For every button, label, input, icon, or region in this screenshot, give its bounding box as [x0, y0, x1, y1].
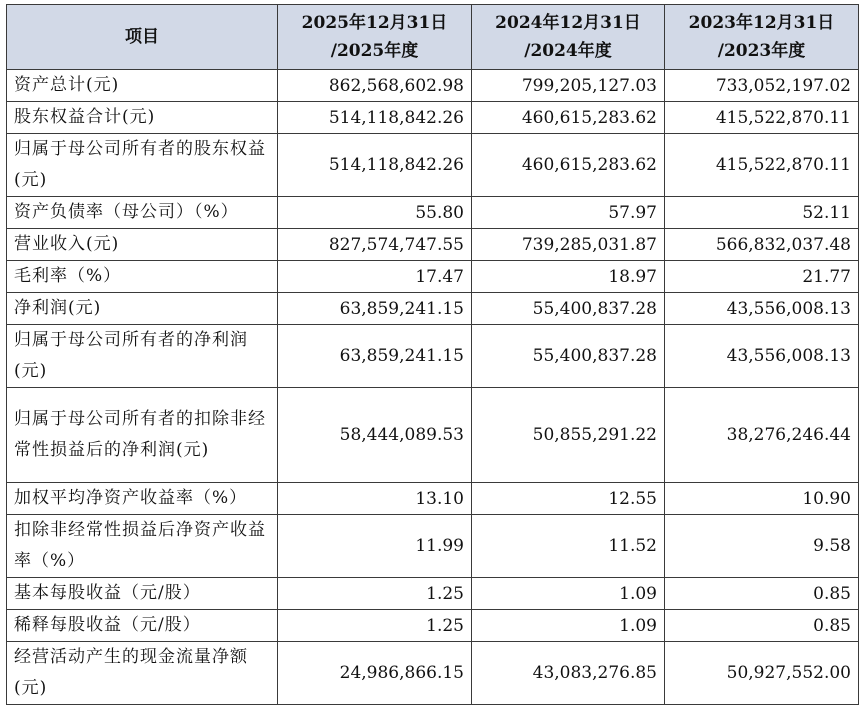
header-2025-line2: /2025年度: [330, 41, 419, 61]
row-label: 资产负债率（母公司）（%）: [7, 197, 278, 229]
value-2025: 514,118,842.26: [278, 102, 472, 134]
row-label: 扣除非经常性损益后净资产收益率（%）: [7, 515, 278, 578]
table-row: [7, 325, 859, 388]
value-2023: 38,276,246.44: [665, 388, 859, 483]
value-2025: 17.47: [278, 261, 472, 293]
table-header: [7, 5, 859, 70]
value-2024: 1.09: [472, 578, 665, 610]
table-row: [7, 578, 859, 610]
value-2023: 52.11: [665, 197, 859, 229]
value-2025: 1.25: [278, 610, 472, 642]
header-2024-line2: /2024年度: [524, 41, 612, 61]
value-2025: 63,859,241.15: [278, 293, 472, 325]
financial-data-table: [6, 4, 859, 705]
value-2023: 566,832,037.48: [665, 229, 859, 261]
table-row: [7, 261, 859, 293]
table-row: [7, 293, 859, 325]
header-item: [7, 5, 278, 70]
value-2024: 11.52: [472, 515, 665, 578]
header-2025: [278, 5, 472, 70]
value-2024: 55,400,837.28: [472, 325, 665, 388]
value-2023: 0.85: [665, 578, 859, 610]
value-2025: 13.10: [278, 483, 472, 515]
value-2025: 58,444,089.53: [278, 388, 472, 483]
row-label: 归属于母公司所有者的扣除非经常性损益后的净利润(元): [7, 388, 278, 483]
header-2024: [472, 5, 665, 70]
row-label: 毛利率（%）: [7, 261, 278, 293]
row-label: 净利润(元): [7, 293, 278, 325]
value-2024: 12.55: [472, 483, 665, 515]
value-2025: 1.25: [278, 578, 472, 610]
value-2024: 57.97: [472, 197, 665, 229]
row-label: 资产总计(元): [7, 70, 278, 102]
row-label: 营业收入(元): [7, 229, 278, 261]
table-row: [7, 642, 859, 705]
value-2023: 415,522,870.11: [665, 102, 859, 134]
table-row: [7, 610, 859, 642]
value-2023: 0.85: [665, 610, 859, 642]
value-2024: 460,615,283.62: [472, 134, 665, 197]
value-2025: 514,118,842.26: [278, 134, 472, 197]
table-row: [7, 229, 859, 261]
table-row: [7, 483, 859, 515]
header-2023-line1: 2023年12月31日: [688, 13, 835, 33]
value-2023: 733,052,197.02: [665, 70, 859, 102]
table-row: [7, 388, 859, 483]
value-2024: 739,285,031.87: [472, 229, 665, 261]
value-2025: 63,859,241.15: [278, 325, 472, 388]
value-2023: 9.58: [665, 515, 859, 578]
value-2023: 43,556,008.13: [665, 293, 859, 325]
value-2025: 55.80: [278, 197, 472, 229]
value-2024: 55,400,837.28: [472, 293, 665, 325]
value-2024: 460,615,283.62: [472, 102, 665, 134]
table-row: [7, 197, 859, 229]
value-2024: 1.09: [472, 610, 665, 642]
value-2023: 10.90: [665, 483, 859, 515]
value-2023: 415,522,870.11: [665, 134, 859, 197]
value-2025: 827,574,747.55: [278, 229, 472, 261]
row-label: 股东权益合计(元): [7, 102, 278, 134]
value-2024: 50,855,291.22: [472, 388, 665, 483]
value-2025: 11.99: [278, 515, 472, 578]
row-label: 加权平均净资产收益率（%）: [7, 483, 278, 515]
header-item-label: 项目: [125, 27, 159, 47]
value-2023: 43,556,008.13: [665, 325, 859, 388]
row-label: 基本每股收益（元/股）: [7, 578, 278, 610]
header-2024-line1: 2024年12月31日: [495, 13, 641, 33]
value-2024: 18.97: [472, 261, 665, 293]
table-body: [7, 70, 859, 705]
value-2024: 43,083,276.85: [472, 642, 665, 705]
value-2024: 799,205,127.03: [472, 70, 665, 102]
row-label: 归属于母公司所有者的股东权益(元): [7, 134, 278, 197]
table-row: [7, 134, 859, 197]
header-2023: [665, 5, 859, 70]
table-row: [7, 102, 859, 134]
value-2023: 50,927,552.00: [665, 642, 859, 705]
value-2025: 862,568,602.98: [278, 70, 472, 102]
header-2023-line2: /2023年度: [717, 41, 806, 61]
value-2025: 24,986,866.15: [278, 642, 472, 705]
row-label: 稀释每股收益（元/股）: [7, 610, 278, 642]
table-row: [7, 70, 859, 102]
row-label: 归属于母公司所有者的净利润(元): [7, 325, 278, 388]
value-2023: 21.77: [665, 261, 859, 293]
header-row: [7, 5, 859, 70]
table-row: [7, 515, 859, 578]
row-label: 经营活动产生的现金流量净额(元): [7, 642, 278, 705]
header-2025-line1: 2025年12月31日: [301, 13, 448, 33]
financial-table-container: [6, 4, 859, 705]
